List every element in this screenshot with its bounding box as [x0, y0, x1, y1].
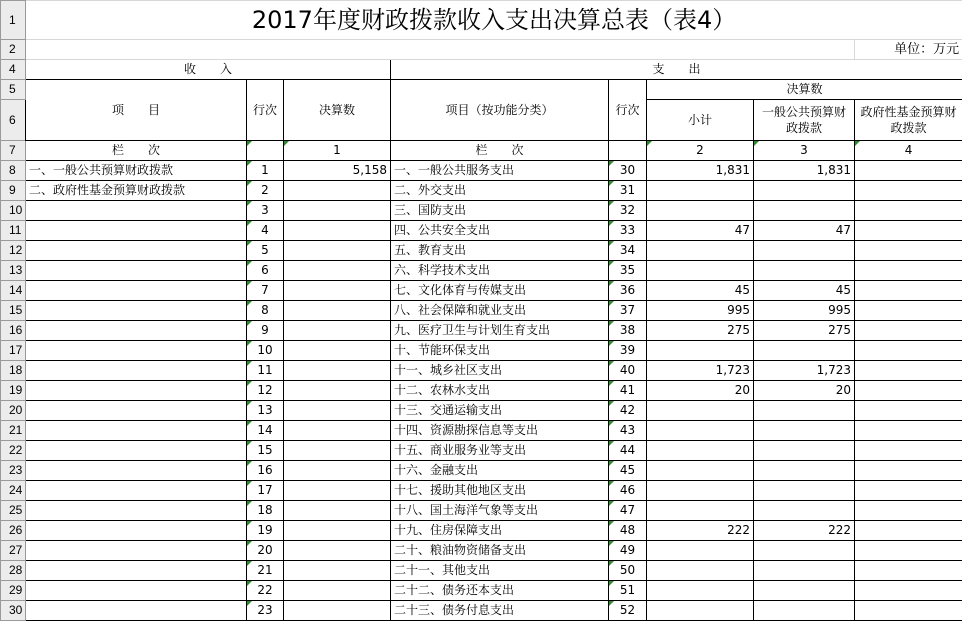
table-row [1, 421, 962, 441]
settlement-group-header: 决算数 [647, 80, 962, 100]
income-row-no-cell[interactable]: 21 [247, 561, 284, 581]
subtotal-cell[interactable] [647, 421, 754, 441]
row-header[interactable]: 9 [1, 181, 26, 201]
gov-fund-cell[interactable] [855, 241, 962, 261]
expense-row-no-cell[interactable]: 48 [609, 521, 647, 541]
expense-row-no-cell[interactable]: 38 [609, 321, 647, 341]
expense-row-no-cell[interactable]: 37 [609, 301, 647, 321]
gov-fund-cell[interactable] [855, 561, 962, 581]
general-budget-cell[interactable] [754, 501, 855, 521]
expense-item-cell[interactable]: 四、公共安全支出 [391, 221, 609, 241]
table-row [1, 361, 962, 381]
table-row [1, 301, 962, 321]
income-row-no-cell[interactable]: 5 [247, 241, 284, 261]
income-value-cell[interactable] [284, 421, 391, 441]
subtotal-cell[interactable]: 45 [647, 281, 754, 301]
col-number: 4 [855, 141, 962, 161]
income-row-no-cell[interactable]: 14 [247, 421, 284, 441]
subtotal-cell[interactable] [647, 441, 754, 461]
expense-row-no-cell[interactable]: 31 [609, 181, 647, 201]
table-row [1, 601, 962, 621]
row-header[interactable]: 18 [1, 361, 26, 381]
expense-row-no-cell[interactable]: 35 [609, 261, 647, 281]
expense-row-no-cell[interactable]: 45 [609, 461, 647, 481]
row-no2-header: 行次 [609, 80, 647, 141]
general-budget-cell[interactable] [754, 261, 855, 281]
income-row-no-cell[interactable]: 10 [247, 341, 284, 361]
income-item-cell[interactable] [26, 241, 247, 261]
income-value-cell[interactable] [284, 281, 391, 301]
row-header[interactable]: 10 [1, 201, 26, 221]
row-header[interactable]: 21 [1, 421, 26, 441]
income-row-no-cell[interactable]: 3 [247, 201, 284, 221]
expense-item-cell[interactable]: 十四、资源勘探信息等支出 [391, 421, 609, 441]
expense-row-no-cell[interactable]: 32 [609, 201, 647, 221]
income-header: 收 入 [26, 60, 391, 80]
subtotal-cell[interactable] [647, 561, 754, 581]
subtotal-cell[interactable] [647, 201, 754, 221]
gov-fund-cell[interactable] [855, 161, 962, 181]
func-item-header: 项目（按功能分类） [391, 80, 609, 141]
table-row [1, 501, 962, 521]
gov-fund-cell[interactable] [855, 181, 962, 201]
expense-item-cell[interactable]: 二十一、其他支出 [391, 561, 609, 581]
income-row-no-cell[interactable]: 11 [247, 361, 284, 381]
expense-row-no-cell[interactable]: 44 [609, 441, 647, 461]
income-value-cell[interactable] [284, 381, 391, 401]
income-item-cell[interactable]: 二、政府性基金预算财政拨款 [26, 181, 247, 201]
row-header[interactable]: 23 [1, 461, 26, 481]
settlement-header: 决算数 [284, 80, 391, 141]
row-header[interactable]: 15 [1, 301, 26, 321]
income-item-cell[interactable] [26, 321, 247, 341]
table-row [1, 341, 962, 361]
general-budget-cell[interactable] [754, 181, 855, 201]
income-row-no-cell[interactable]: 12 [247, 381, 284, 401]
row-header[interactable]: 17 [1, 341, 26, 361]
col-number: 3 [754, 141, 855, 161]
row-header[interactable]: 6 [1, 100, 26, 141]
income-item-cell[interactable] [26, 301, 247, 321]
income-value-cell[interactable] [284, 401, 391, 421]
expense-item-cell[interactable]: 十五、商业服务业等支出 [391, 441, 609, 461]
income-item-cell[interactable] [26, 421, 247, 441]
row-header[interactable]: 16 [1, 321, 26, 341]
general-budget-cell[interactable] [754, 461, 855, 481]
income-item-cell[interactable] [26, 201, 247, 221]
general-budget-cell[interactable] [754, 481, 855, 501]
general-budget-cell[interactable]: 275 [754, 321, 855, 341]
expense-row-no-cell[interactable]: 30 [609, 161, 647, 181]
income-item-cell[interactable] [26, 581, 247, 601]
gov-fund-cell[interactable] [855, 481, 962, 501]
row-header[interactable]: 13 [1, 261, 26, 281]
gov-fund-cell[interactable] [855, 461, 962, 481]
general-budget-cell[interactable] [754, 241, 855, 261]
table-row [1, 181, 962, 201]
row-header[interactable]: 30 [1, 601, 26, 621]
row-header[interactable]: 4 [1, 60, 26, 80]
general-budget-cell[interactable]: 20 [754, 381, 855, 401]
row-header[interactable]: 1 [1, 1, 26, 40]
income-value-cell[interactable] [284, 561, 391, 581]
income-value-cell[interactable] [284, 361, 391, 381]
general-budget-cell[interactable]: 1,831 [754, 161, 855, 181]
expense-item-cell[interactable]: 十、节能环保支出 [391, 341, 609, 361]
income-row-no-cell[interactable]: 15 [247, 441, 284, 461]
row-header[interactable]: 2 [1, 40, 26, 60]
gov-fund-cell[interactable] [855, 521, 962, 541]
row-header[interactable]: 25 [1, 501, 26, 521]
gov-fund-cell[interactable] [855, 261, 962, 281]
row-header[interactable]: 24 [1, 481, 26, 501]
income-item-cell[interactable] [26, 361, 247, 381]
subtotal-cell[interactable] [647, 241, 754, 261]
gov-fund-cell[interactable] [855, 501, 962, 521]
row-header[interactable]: 12 [1, 241, 26, 261]
subtotal-cell[interactable]: 47 [647, 221, 754, 241]
income-row-no-cell[interactable]: 23 [247, 601, 284, 621]
income-value-cell[interactable] [284, 301, 391, 321]
expense-item-cell[interactable]: 七、文化体育与传媒支出 [391, 281, 609, 301]
general-budget-cell[interactable] [754, 441, 855, 461]
expense-item-cell[interactable]: 十一、城乡社区支出 [391, 361, 609, 381]
subtotal-cell[interactable] [647, 581, 754, 601]
row-header[interactable]: 8 [1, 161, 26, 181]
income-value-cell[interactable]: 5,158 [284, 161, 391, 181]
gov-fund-cell[interactable] [855, 281, 962, 301]
general-budget-cell[interactable] [754, 401, 855, 421]
row-no-header: 行次 [247, 80, 284, 141]
income-row-no-cell[interactable]: 2 [247, 181, 284, 201]
income-value-cell[interactable] [284, 201, 391, 221]
expense-row-no-cell[interactable]: 36 [609, 281, 647, 301]
income-value-cell[interactable] [284, 481, 391, 501]
expense-header: 支 出 [391, 60, 962, 80]
expense-row-no-cell[interactable]: 39 [609, 341, 647, 361]
expense-row-no-cell[interactable]: 41 [609, 381, 647, 401]
expense-item-cell[interactable]: 十八、国土海洋气象等支出 [391, 501, 609, 521]
subtotal-header: 小计 [647, 100, 754, 141]
subtotal-cell[interactable]: 1,831 [647, 161, 754, 181]
unit-label: 单位：万元 [855, 40, 962, 60]
gov-fund-cell[interactable] [855, 341, 962, 361]
income-item-cell[interactable] [26, 461, 247, 481]
table-row [1, 441, 962, 461]
subtotal-cell[interactable] [647, 541, 754, 561]
income-item-cell[interactable] [26, 541, 247, 561]
gov-fund-cell[interactable] [855, 441, 962, 461]
income-row-no-cell[interactable]: 6 [247, 261, 284, 281]
subtotal-cell[interactable]: 1,723 [647, 361, 754, 381]
gov-fund-cell[interactable] [855, 221, 962, 241]
income-value-cell[interactable] [284, 341, 391, 361]
income-value-cell[interactable] [284, 461, 391, 481]
income-value-cell[interactable] [284, 521, 391, 541]
subtotal-cell[interactable]: 275 [647, 321, 754, 341]
subtotal-cell[interactable] [647, 341, 754, 361]
income-row-no-cell[interactable]: 9 [247, 321, 284, 341]
expense-item-cell[interactable]: 二十三、债务付息支出 [391, 601, 609, 621]
expense-item-cell[interactable]: 一、一般公共服务支出 [391, 161, 609, 181]
col-number: 2 [647, 141, 754, 161]
gov-fund-cell[interactable] [855, 401, 962, 421]
gov-fund-cell[interactable] [855, 301, 962, 321]
income-item-cell[interactable] [26, 601, 247, 621]
income-row-no-cell[interactable]: 7 [247, 281, 284, 301]
row-header[interactable]: 20 [1, 401, 26, 421]
table-row [1, 241, 962, 261]
subtotal-cell[interactable] [647, 501, 754, 521]
col-number: 1 [284, 141, 391, 161]
general-budget-cell[interactable]: 45 [754, 281, 855, 301]
column-label: 栏 次 [26, 141, 247, 161]
income-row-no-cell[interactable]: 22 [247, 581, 284, 601]
income-item-cell[interactable] [26, 401, 247, 421]
row-header[interactable]: 11 [1, 221, 26, 241]
table-row [1, 521, 962, 541]
table-row [1, 581, 962, 601]
expense-item-cell[interactable]: 十六、金融支出 [391, 461, 609, 481]
table-title: 2017年度财政拨款收入支出决算总表（表4） [26, 1, 962, 40]
gov-fund-cell[interactable] [855, 541, 962, 561]
expense-item-cell[interactable]: 二、外交支出 [391, 181, 609, 201]
table-row [1, 401, 962, 421]
expense-item-cell[interactable]: 三、国防支出 [391, 201, 609, 221]
income-row-no-cell[interactable]: 4 [247, 221, 284, 241]
row-header[interactable]: 22 [1, 441, 26, 461]
income-row-no-cell[interactable]: 1 [247, 161, 284, 181]
expense-item-cell[interactable]: 六、科学技术支出 [391, 261, 609, 281]
income-value-cell[interactable] [284, 581, 391, 601]
general-budget-cell[interactable] [754, 201, 855, 221]
expense-row-no-cell[interactable]: 40 [609, 361, 647, 381]
row-header[interactable]: 14 [1, 281, 26, 301]
table-row [1, 321, 962, 341]
general-budget-cell[interactable] [754, 541, 855, 561]
table-row [1, 481, 962, 501]
table-row [1, 221, 962, 241]
row-header[interactable]: 5 [1, 80, 26, 100]
gov-fund-cell[interactable] [855, 581, 962, 601]
gov-fund-cell[interactable] [855, 421, 962, 441]
general-budget-cell[interactable] [754, 341, 855, 361]
expense-row-no-cell[interactable]: 52 [609, 601, 647, 621]
subtotal-cell[interactable]: 20 [647, 381, 754, 401]
subtotal-cell[interactable] [647, 481, 754, 501]
gov-fund-cell[interactable] [855, 381, 962, 401]
expense-item-cell[interactable]: 五、教育支出 [391, 241, 609, 261]
gov-fund-cell[interactable] [855, 601, 962, 621]
income-row-no-cell[interactable]: 8 [247, 301, 284, 321]
table-row [1, 381, 962, 401]
gov-fund-cell[interactable] [855, 201, 962, 221]
income-item-cell[interactable] [26, 221, 247, 241]
income-value-cell[interactable] [284, 261, 391, 281]
table-row [1, 561, 962, 581]
income-value-cell[interactable] [284, 501, 391, 521]
income-value-cell[interactable] [284, 221, 391, 241]
income-item-cell[interactable] [26, 521, 247, 541]
expense-row-no-cell[interactable]: 43 [609, 421, 647, 441]
expense-item-cell[interactable]: 二十二、债务还本支出 [391, 581, 609, 601]
table-row [1, 281, 962, 301]
income-row-no-cell[interactable]: 16 [247, 461, 284, 481]
table-row [1, 261, 962, 281]
income-value-cell[interactable] [284, 321, 391, 341]
general-budget-header: 一般公共预算财政拨款 [754, 100, 855, 141]
income-item-cell[interactable] [26, 481, 247, 501]
general-budget-cell[interactable]: 995 [754, 301, 855, 321]
row-header[interactable]: 7 [1, 141, 26, 161]
general-budget-cell[interactable]: 47 [754, 221, 855, 241]
column-label: 栏 次 [391, 141, 609, 161]
expense-item-cell[interactable]: 二十、粮油物资储备支出 [391, 541, 609, 561]
general-budget-cell[interactable] [754, 581, 855, 601]
subtotal-cell[interactable] [647, 181, 754, 201]
income-row-no-cell[interactable]: 17 [247, 481, 284, 501]
income-row-no-cell[interactable]: 20 [247, 541, 284, 561]
general-budget-cell[interactable]: 222 [754, 521, 855, 541]
income-value-cell[interactable] [284, 441, 391, 461]
income-row-no-cell[interactable]: 13 [247, 401, 284, 421]
income-item-cell[interactable] [26, 561, 247, 581]
expense-row-no-cell[interactable]: 50 [609, 561, 647, 581]
expense-item-cell[interactable]: 十九、住房保障支出 [391, 521, 609, 541]
row-header[interactable]: 29 [1, 581, 26, 601]
row-header[interactable]: 28 [1, 561, 26, 581]
income-item-cell[interactable] [26, 261, 247, 281]
row-header[interactable]: 26 [1, 521, 26, 541]
income-value-cell[interactable] [284, 601, 391, 621]
general-budget-cell[interactable] [754, 601, 855, 621]
expense-item-cell[interactable]: 九、医疗卫生与计划生育支出 [391, 321, 609, 341]
expense-row-no-cell[interactable]: 34 [609, 241, 647, 261]
gov-fund-cell[interactable] [855, 321, 962, 341]
expense-row-no-cell[interactable]: 51 [609, 581, 647, 601]
income-value-cell[interactable] [284, 541, 391, 561]
income-value-cell[interactable] [284, 241, 391, 261]
expense-row-no-cell[interactable]: 46 [609, 481, 647, 501]
income-item-cell[interactable] [26, 501, 247, 521]
expense-row-no-cell[interactable]: 47 [609, 501, 647, 521]
income-item-cell[interactable] [26, 281, 247, 301]
income-item-cell[interactable] [26, 381, 247, 401]
expense-item-cell[interactable]: 八、社会保障和就业支出 [391, 301, 609, 321]
row-header[interactable]: 27 [1, 541, 26, 561]
item-header: 项 目 [26, 80, 247, 141]
subtotal-cell[interactable] [647, 601, 754, 621]
income-item-cell[interactable]: 一、一般公共预算财政拨款 [26, 161, 247, 181]
subtotal-cell[interactable]: 995 [647, 301, 754, 321]
income-value-cell[interactable] [284, 181, 391, 201]
subtotal-cell[interactable] [647, 461, 754, 481]
subtotal-cell[interactable] [647, 401, 754, 421]
expense-item-cell[interactable]: 十二、农林水支出 [391, 381, 609, 401]
table-row [1, 541, 962, 561]
expense-item-cell[interactable]: 十三、交通运输支出 [391, 401, 609, 421]
income-row-no-cell[interactable]: 18 [247, 501, 284, 521]
general-budget-cell[interactable] [754, 561, 855, 581]
table-row [1, 161, 962, 181]
table-row [1, 461, 962, 481]
table-row [1, 201, 962, 221]
expense-row-no-cell[interactable]: 49 [609, 541, 647, 561]
row-header[interactable]: 19 [1, 381, 26, 401]
income-item-cell[interactable] [26, 441, 247, 461]
income-item-cell[interactable] [26, 341, 247, 361]
expense-row-no-cell[interactable]: 33 [609, 221, 647, 241]
expense-item-cell[interactable]: 十七、援助其他地区支出 [391, 481, 609, 501]
subtotal-cell[interactable] [647, 261, 754, 281]
gov-fund-cell[interactable] [855, 361, 962, 381]
general-budget-cell[interactable]: 1,723 [754, 361, 855, 381]
income-row-no-cell[interactable]: 19 [247, 521, 284, 541]
expense-row-no-cell[interactable]: 42 [609, 401, 647, 421]
gov-fund-header: 政府性基金预算财政拨款 [855, 100, 962, 141]
general-budget-cell[interactable] [754, 421, 855, 441]
subtotal-cell[interactable]: 222 [647, 521, 754, 541]
